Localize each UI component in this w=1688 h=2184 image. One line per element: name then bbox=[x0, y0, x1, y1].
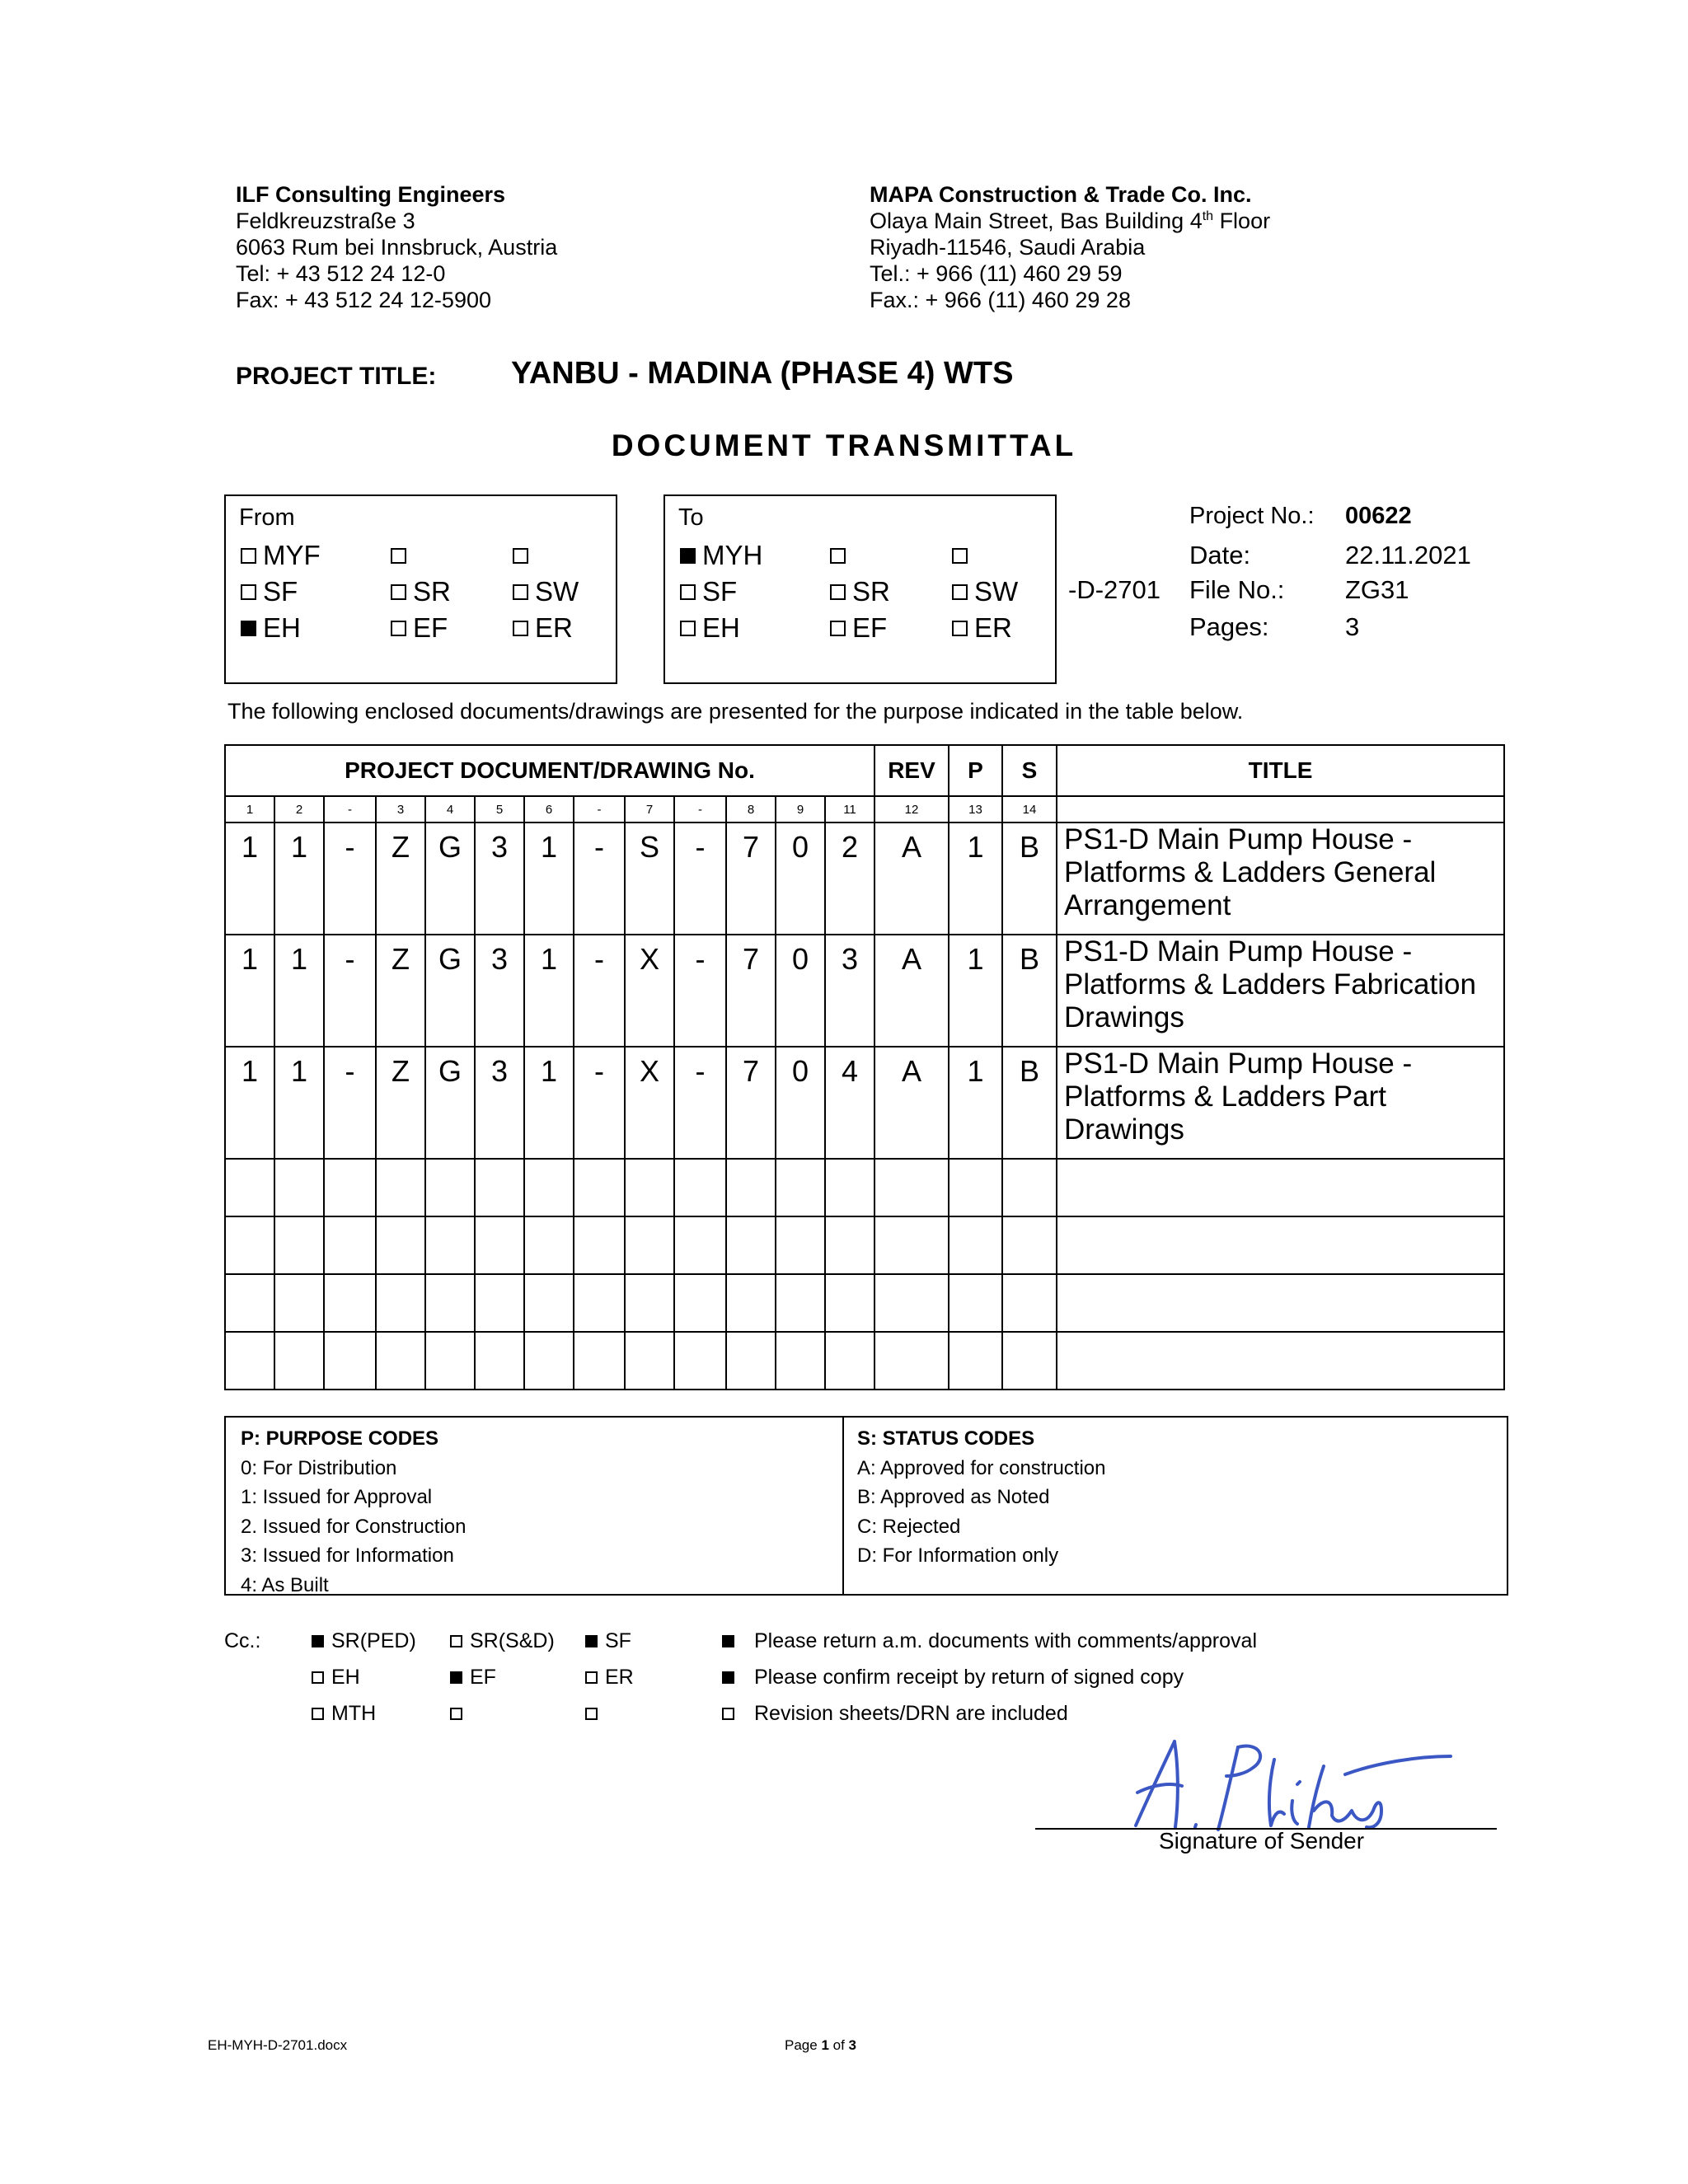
to-label: To bbox=[678, 504, 704, 531]
project-title-label: PROJECT TITLE: bbox=[236, 363, 437, 390]
table-row bbox=[225, 935, 1504, 1047]
to-option[interactable] bbox=[952, 612, 1012, 644]
empty-cell bbox=[1057, 1159, 1504, 1216]
title-line: PS1-D Main Pump House - bbox=[1064, 1047, 1413, 1080]
empty-cell bbox=[949, 1159, 1002, 1216]
title-header: TITLE bbox=[1057, 745, 1504, 796]
empty-row bbox=[225, 1159, 1504, 1216]
to-option[interactable] bbox=[830, 612, 887, 644]
doc-no-char: - bbox=[574, 1047, 625, 1159]
purpose-codes bbox=[241, 1424, 466, 1600]
recipient-city: Riyadh-11546, Saudi Arabia bbox=[870, 235, 1146, 260]
empty-cell bbox=[425, 1216, 475, 1274]
empty-cell bbox=[825, 1332, 874, 1390]
column-number: - bbox=[324, 796, 376, 823]
sender-name: ILF Consulting Engineers bbox=[236, 182, 506, 207]
empty-cell bbox=[776, 1274, 825, 1332]
empty-cell bbox=[825, 1159, 874, 1216]
doc-no-char: 1 bbox=[524, 823, 574, 935]
file-no-label: File No.: bbox=[1189, 575, 1285, 604]
title-line: Arrangement bbox=[1064, 889, 1231, 921]
empty-cell bbox=[376, 1216, 425, 1274]
from-option[interactable] bbox=[391, 575, 451, 608]
recipient-street: Olaya Main Street, Bas Building 4th Floor bbox=[870, 209, 1271, 233]
to-option[interactable] bbox=[952, 575, 1018, 608]
cc-option[interactable] bbox=[450, 1629, 555, 1653]
empty-cell bbox=[475, 1274, 524, 1332]
status-code: C: Rejected bbox=[857, 1515, 961, 1538]
purpose-code: 4: As Built bbox=[241, 1573, 329, 1596]
status-codes bbox=[857, 1424, 1106, 1571]
doc-no-char: 7 bbox=[726, 823, 776, 935]
empty-cell bbox=[726, 1216, 776, 1274]
to-option[interactable] bbox=[830, 539, 852, 572]
empty-cell bbox=[1057, 1216, 1504, 1274]
purpose-cell: 1 bbox=[949, 935, 1002, 1047]
to-option[interactable] bbox=[680, 575, 737, 608]
codes-box bbox=[224, 1416, 1508, 1596]
checkbox-icon[interactable] bbox=[830, 621, 846, 636]
doc-no-char: X bbox=[625, 1047, 674, 1159]
checkbox-icon[interactable] bbox=[830, 584, 846, 600]
cc-instruction[interactable] bbox=[722, 1629, 1257, 1653]
empty-cell bbox=[726, 1159, 776, 1216]
empty-cell bbox=[274, 1274, 324, 1332]
file-no-value: ZG31 bbox=[1345, 575, 1409, 604]
empty-cell bbox=[776, 1216, 825, 1274]
from-option-label: MYF bbox=[263, 540, 321, 570]
title-cell bbox=[1057, 1047, 1504, 1159]
cc-label: Cc.: bbox=[224, 1629, 261, 1652]
checkbox-icon[interactable] bbox=[680, 548, 696, 564]
from-option[interactable] bbox=[241, 539, 321, 572]
empty-cell bbox=[825, 1274, 874, 1332]
title-line: Platforms & Ladders Fabrication bbox=[1064, 968, 1476, 1001]
table-row bbox=[225, 1047, 1504, 1159]
empty-cell bbox=[524, 1274, 574, 1332]
doc-no-char: - bbox=[324, 935, 376, 1047]
doc-no-char: 7 bbox=[726, 1047, 776, 1159]
doc-no-char: - bbox=[324, 1047, 376, 1159]
empty-cell bbox=[874, 1332, 949, 1390]
sender-fax: Fax: + 43 512 24 12-5900 bbox=[236, 288, 491, 312]
doc-no-char: S bbox=[625, 823, 674, 935]
empty-cell bbox=[425, 1274, 475, 1332]
checkbox-icon[interactable] bbox=[680, 584, 696, 600]
empty-cell bbox=[726, 1274, 776, 1332]
empty-cell bbox=[874, 1159, 949, 1216]
column-number: 11 bbox=[825, 796, 874, 823]
cc-option-label: ER bbox=[605, 1666, 634, 1689]
cc-option[interactable] bbox=[312, 1629, 416, 1653]
from-option[interactable] bbox=[241, 575, 298, 608]
empty-cell bbox=[574, 1274, 625, 1332]
doc-no-char: 3 bbox=[475, 935, 524, 1047]
footer-filename: EH-MYH-D-2701.docx bbox=[208, 2037, 348, 2053]
checkbox-icon[interactable] bbox=[450, 1671, 462, 1684]
doc-no-char: 2 bbox=[825, 823, 874, 935]
column-number: - bbox=[674, 796, 726, 823]
codes-divider bbox=[842, 1418, 844, 1594]
doc-no-char: 1 bbox=[274, 1047, 324, 1159]
empty-cell bbox=[1002, 1216, 1057, 1274]
project-no: 00622 bbox=[1345, 503, 1412, 529]
column-number: - bbox=[574, 796, 625, 823]
checkbox-icon[interactable] bbox=[312, 1635, 324, 1647]
recipient-name: MAPA Construction & Trade Co. Inc. bbox=[870, 182, 1252, 207]
title-line: Drawings bbox=[1064, 1001, 1184, 1033]
from-option-label: SF bbox=[263, 576, 298, 607]
empty-cell bbox=[524, 1216, 574, 1274]
checkbox-icon[interactable] bbox=[391, 621, 406, 636]
date-value: 22.11.2021 bbox=[1345, 541, 1471, 569]
empty-cell bbox=[825, 1216, 874, 1274]
from-option[interactable] bbox=[241, 612, 301, 644]
checkbox-icon[interactable] bbox=[585, 1635, 598, 1647]
status-cell: B bbox=[1002, 1047, 1057, 1159]
empty-cell bbox=[225, 1332, 274, 1390]
status-cell: B bbox=[1002, 823, 1057, 935]
doc-no-char: 1 bbox=[225, 823, 274, 935]
rev-header: REV bbox=[874, 745, 949, 796]
doc-no-char: - bbox=[574, 823, 625, 935]
checkbox-icon[interactable] bbox=[312, 1671, 324, 1684]
column-number: 5 bbox=[475, 796, 524, 823]
recipient-tel: Tel.: + 966 (11) 460 29 59 bbox=[870, 261, 1123, 286]
column-number: 14 bbox=[1002, 796, 1057, 823]
doc-no-char: - bbox=[574, 935, 625, 1047]
purpose-code: 2. Issued for Construction bbox=[241, 1515, 467, 1538]
to-option[interactable] bbox=[680, 539, 762, 572]
column-number: 9 bbox=[776, 796, 825, 823]
intro-text: The following enclosed documents/drawings are presented for the purpose indicated in the table below. bbox=[227, 699, 1244, 724]
to-option-label: EH bbox=[702, 612, 740, 643]
column-number: 8 bbox=[726, 796, 776, 823]
checkbox-icon[interactable] bbox=[952, 548, 968, 564]
empty-cell bbox=[524, 1159, 574, 1216]
doc-no-char: G bbox=[425, 823, 475, 935]
checkbox-icon[interactable] bbox=[952, 584, 968, 600]
from-option-label: EH bbox=[263, 612, 301, 643]
empty-cell bbox=[274, 1159, 324, 1216]
doc-no-char: - bbox=[324, 823, 376, 935]
column-number: 13 bbox=[949, 796, 1002, 823]
title-line: Platforms & Ladders General bbox=[1064, 856, 1437, 888]
checkbox-icon[interactable] bbox=[513, 621, 528, 636]
checkbox-icon[interactable] bbox=[722, 1671, 734, 1684]
purpose-code: 0: For Distribution bbox=[241, 1456, 397, 1479]
empty-cell bbox=[874, 1216, 949, 1274]
doc-no-char: 1 bbox=[274, 823, 324, 935]
doc-no-header: PROJECT DOCUMENT/DRAWING No. bbox=[225, 745, 874, 796]
empty-cell bbox=[1002, 1274, 1057, 1332]
column-number: 3 bbox=[376, 796, 425, 823]
from-option-label: SW bbox=[535, 576, 579, 607]
empty-row bbox=[225, 1274, 1504, 1332]
purpose-header: P bbox=[949, 745, 1002, 796]
doc-no-char: 1 bbox=[225, 1047, 274, 1159]
column-number: 4 bbox=[425, 796, 475, 823]
empty-cell bbox=[674, 1332, 726, 1390]
empty-cell bbox=[324, 1159, 376, 1216]
empty-cell bbox=[274, 1332, 324, 1390]
empty-cell bbox=[1057, 1332, 1504, 1390]
empty-cell bbox=[324, 1274, 376, 1332]
cc-option[interactable] bbox=[312, 1665, 360, 1690]
table-header-row bbox=[225, 745, 1504, 796]
empty-cell bbox=[625, 1332, 674, 1390]
cc-instruction[interactable] bbox=[722, 1701, 1068, 1726]
empty-cell bbox=[524, 1332, 574, 1390]
doc-suffix: -D-2701 bbox=[1068, 575, 1160, 604]
column-number: 2 bbox=[274, 796, 324, 823]
doc-no-char: 3 bbox=[475, 823, 524, 935]
empty-cell bbox=[625, 1159, 674, 1216]
to-option-label: EF bbox=[852, 612, 888, 643]
from-option[interactable] bbox=[391, 539, 413, 572]
empty-cell bbox=[1002, 1332, 1057, 1390]
doc-no-char: - bbox=[674, 823, 726, 935]
checkbox-icon[interactable] bbox=[241, 548, 256, 564]
empty-cell bbox=[274, 1216, 324, 1274]
empty-cell bbox=[574, 1332, 625, 1390]
rev-cell: A bbox=[874, 1047, 949, 1159]
purpose-cell: 1 bbox=[949, 823, 1002, 935]
checkbox-icon[interactable] bbox=[391, 584, 406, 600]
doc-no-char: X bbox=[625, 935, 674, 1047]
cc-option-label: EH bbox=[331, 1666, 360, 1689]
recipient-fax: Fax.: + 966 (11) 460 29 28 bbox=[870, 288, 1131, 312]
cc-option[interactable] bbox=[312, 1701, 376, 1726]
empty-cell bbox=[949, 1332, 1002, 1390]
empty-cell bbox=[1057, 1274, 1504, 1332]
empty-cell bbox=[425, 1159, 475, 1216]
cc-instruction-label: Please return a.m. documents with comments/approval bbox=[754, 1629, 1257, 1652]
checkbox-icon[interactable] bbox=[952, 621, 968, 636]
sender-address bbox=[236, 181, 557, 313]
cc-instruction[interactable] bbox=[722, 1665, 1184, 1690]
checkbox-icon[interactable] bbox=[830, 548, 846, 564]
title-line: PS1-D Main Pump House - bbox=[1064, 823, 1413, 855]
purpose-code: 3: Issued for Information bbox=[241, 1544, 454, 1567]
empty-cell bbox=[674, 1159, 726, 1216]
from-option-label: ER bbox=[535, 612, 573, 643]
from-option[interactable] bbox=[391, 612, 448, 644]
cc-option-label: EF bbox=[470, 1666, 496, 1689]
rev-cell: A bbox=[874, 823, 949, 935]
doc-no-char: 4 bbox=[825, 1047, 874, 1159]
checkbox-icon[interactable] bbox=[585, 1708, 598, 1720]
pages-label: Pages: bbox=[1189, 612, 1269, 641]
checkbox-icon[interactable] bbox=[391, 548, 406, 564]
to-option-label: SF bbox=[702, 576, 738, 607]
column-number: 6 bbox=[524, 796, 574, 823]
purpose-code: 1: Issued for Approval bbox=[241, 1486, 433, 1508]
purpose-codes-heading: P: PURPOSE CODES bbox=[241, 1427, 439, 1450]
column-number: 12 bbox=[874, 796, 949, 823]
to-option-label: SR bbox=[852, 576, 890, 607]
doc-no-char: 1 bbox=[274, 935, 324, 1047]
doc-no-char: Z bbox=[376, 823, 425, 935]
empty-cell bbox=[475, 1332, 524, 1390]
to-option-label: SW bbox=[974, 576, 1019, 607]
sender-tel: Tel: + 43 512 24 12-0 bbox=[236, 261, 446, 286]
cc-option[interactable] bbox=[450, 1665, 496, 1690]
checkbox-icon[interactable] bbox=[722, 1635, 734, 1647]
doc-no-char: 7 bbox=[726, 935, 776, 1047]
doc-no-char: 0 bbox=[776, 823, 825, 935]
document-title: DOCUMENT TRANSMITTAL bbox=[611, 429, 1077, 462]
cc-option[interactable] bbox=[585, 1629, 631, 1653]
doc-no-char: Z bbox=[376, 935, 425, 1047]
doc-no-char: G bbox=[425, 1047, 475, 1159]
to-option[interactable] bbox=[952, 539, 974, 572]
rev-cell: A bbox=[874, 935, 949, 1047]
empty-row bbox=[225, 1332, 1504, 1390]
signature-label: Signature of Sender bbox=[1159, 1828, 1365, 1854]
from-option-label: EF bbox=[413, 612, 448, 643]
cc-option-label: MTH bbox=[331, 1702, 377, 1725]
cc-option[interactable] bbox=[585, 1665, 634, 1690]
checkbox-icon[interactable] bbox=[312, 1708, 324, 1720]
from-option[interactable] bbox=[513, 539, 535, 572]
doc-no-char: - bbox=[674, 1047, 726, 1159]
title-line: PS1-D Main Pump House - bbox=[1064, 935, 1413, 968]
project-title: YANBU - MADINA (PHASE 4) WTS bbox=[511, 356, 1014, 391]
empty-cell bbox=[1002, 1159, 1057, 1216]
to-option-label: ER bbox=[974, 612, 1012, 643]
sender-city: 6063 Rum bei Innsbruck, Austria bbox=[236, 235, 558, 260]
cc-option-label: SR(PED) bbox=[331, 1629, 416, 1652]
sender-street: Feldkreuzstraße 3 bbox=[236, 209, 415, 233]
cc-instruction-label: Please confirm receipt by return of signed copy bbox=[754, 1666, 1184, 1689]
empty-cell bbox=[625, 1274, 674, 1332]
doc-no-char: 0 bbox=[776, 935, 825, 1047]
empty-cell bbox=[574, 1159, 625, 1216]
cc-option-label: SF bbox=[605, 1629, 631, 1652]
checkbox-icon[interactable] bbox=[585, 1671, 598, 1684]
cc-instruction-label: Revision sheets/DRN are included bbox=[754, 1702, 1068, 1725]
from-option-label: SR bbox=[413, 576, 451, 607]
to-option[interactable] bbox=[680, 612, 740, 644]
empty-cell bbox=[376, 1159, 425, 1216]
doc-no-char: - bbox=[674, 935, 726, 1047]
from-label: From bbox=[239, 504, 295, 531]
empty-cell bbox=[475, 1216, 524, 1274]
doc-no-char: Z bbox=[376, 1047, 425, 1159]
doc-no-char: 1 bbox=[524, 1047, 574, 1159]
title-cell bbox=[1057, 823, 1504, 935]
title-line: Platforms & Ladders Part bbox=[1064, 1080, 1386, 1113]
pages-value: 3 bbox=[1345, 612, 1360, 641]
empty-cell bbox=[324, 1216, 376, 1274]
to-box bbox=[663, 494, 1057, 684]
checkbox-icon[interactable] bbox=[450, 1635, 462, 1647]
cc-option[interactable] bbox=[585, 1701, 605, 1726]
empty-cell bbox=[674, 1216, 726, 1274]
title-cell bbox=[1057, 935, 1504, 1047]
status-header: S bbox=[1002, 745, 1057, 796]
cc-option-label: SR(S&D) bbox=[470, 1629, 555, 1652]
empty-cell bbox=[949, 1216, 1002, 1274]
column-number bbox=[1057, 796, 1504, 823]
doc-no-char: G bbox=[425, 935, 475, 1047]
checkbox-icon[interactable] bbox=[241, 584, 256, 600]
purpose-cell: 1 bbox=[949, 1047, 1002, 1159]
to-option[interactable] bbox=[830, 575, 890, 608]
empty-cell bbox=[225, 1274, 274, 1332]
empty-cell bbox=[674, 1274, 726, 1332]
empty-cell bbox=[574, 1216, 625, 1274]
document-table bbox=[224, 744, 1505, 1390]
status-code: B: Approved as Noted bbox=[857, 1486, 1050, 1508]
empty-row bbox=[225, 1216, 1504, 1274]
checkbox-icon[interactable] bbox=[680, 621, 696, 636]
column-number: 7 bbox=[625, 796, 674, 823]
footer-page-number: Page 1 of 3 bbox=[785, 2037, 856, 2053]
from-option[interactable] bbox=[513, 575, 579, 608]
checkbox-icon[interactable] bbox=[513, 548, 528, 564]
date-label: Date: bbox=[1189, 541, 1251, 569]
checkbox-icon[interactable] bbox=[450, 1708, 462, 1720]
status-cell: B bbox=[1002, 935, 1057, 1047]
empty-cell bbox=[225, 1159, 274, 1216]
doc-no-char: 3 bbox=[475, 1047, 524, 1159]
status-codes-heading: S: STATUS CODES bbox=[857, 1427, 1035, 1450]
recipient-address bbox=[870, 181, 1270, 313]
signature bbox=[1129, 1735, 1459, 1838]
doc-no-char: 0 bbox=[776, 1047, 825, 1159]
checkbox-icon[interactable] bbox=[722, 1708, 734, 1720]
doc-no-char: 1 bbox=[524, 935, 574, 1047]
empty-cell bbox=[726, 1332, 776, 1390]
empty-cell bbox=[625, 1216, 674, 1274]
doc-no-char: 1 bbox=[225, 935, 274, 1047]
empty-cell bbox=[776, 1332, 825, 1390]
empty-cell bbox=[475, 1159, 524, 1216]
empty-cell bbox=[225, 1216, 274, 1274]
empty-cell bbox=[376, 1332, 425, 1390]
empty-cell bbox=[376, 1274, 425, 1332]
table-row bbox=[225, 823, 1504, 935]
from-option[interactable] bbox=[513, 612, 573, 644]
status-code: D: For Information only bbox=[857, 1544, 1059, 1567]
column-number: 1 bbox=[225, 796, 274, 823]
empty-cell bbox=[324, 1332, 376, 1390]
column-number-row bbox=[225, 796, 1504, 823]
empty-cell bbox=[949, 1274, 1002, 1332]
status-code: A: Approved for construction bbox=[857, 1456, 1106, 1479]
checkbox-icon[interactable] bbox=[513, 584, 528, 600]
cc-option[interactable] bbox=[450, 1701, 470, 1726]
empty-cell bbox=[874, 1274, 949, 1332]
to-option-label: MYH bbox=[702, 540, 763, 570]
project-no-label: Project No.: bbox=[1189, 503, 1315, 529]
empty-cell bbox=[776, 1159, 825, 1216]
checkbox-icon[interactable] bbox=[241, 621, 256, 636]
empty-cell bbox=[425, 1332, 475, 1390]
doc-no-char: 3 bbox=[825, 935, 874, 1047]
title-line: Drawings bbox=[1064, 1113, 1184, 1146]
from-box bbox=[224, 494, 617, 684]
